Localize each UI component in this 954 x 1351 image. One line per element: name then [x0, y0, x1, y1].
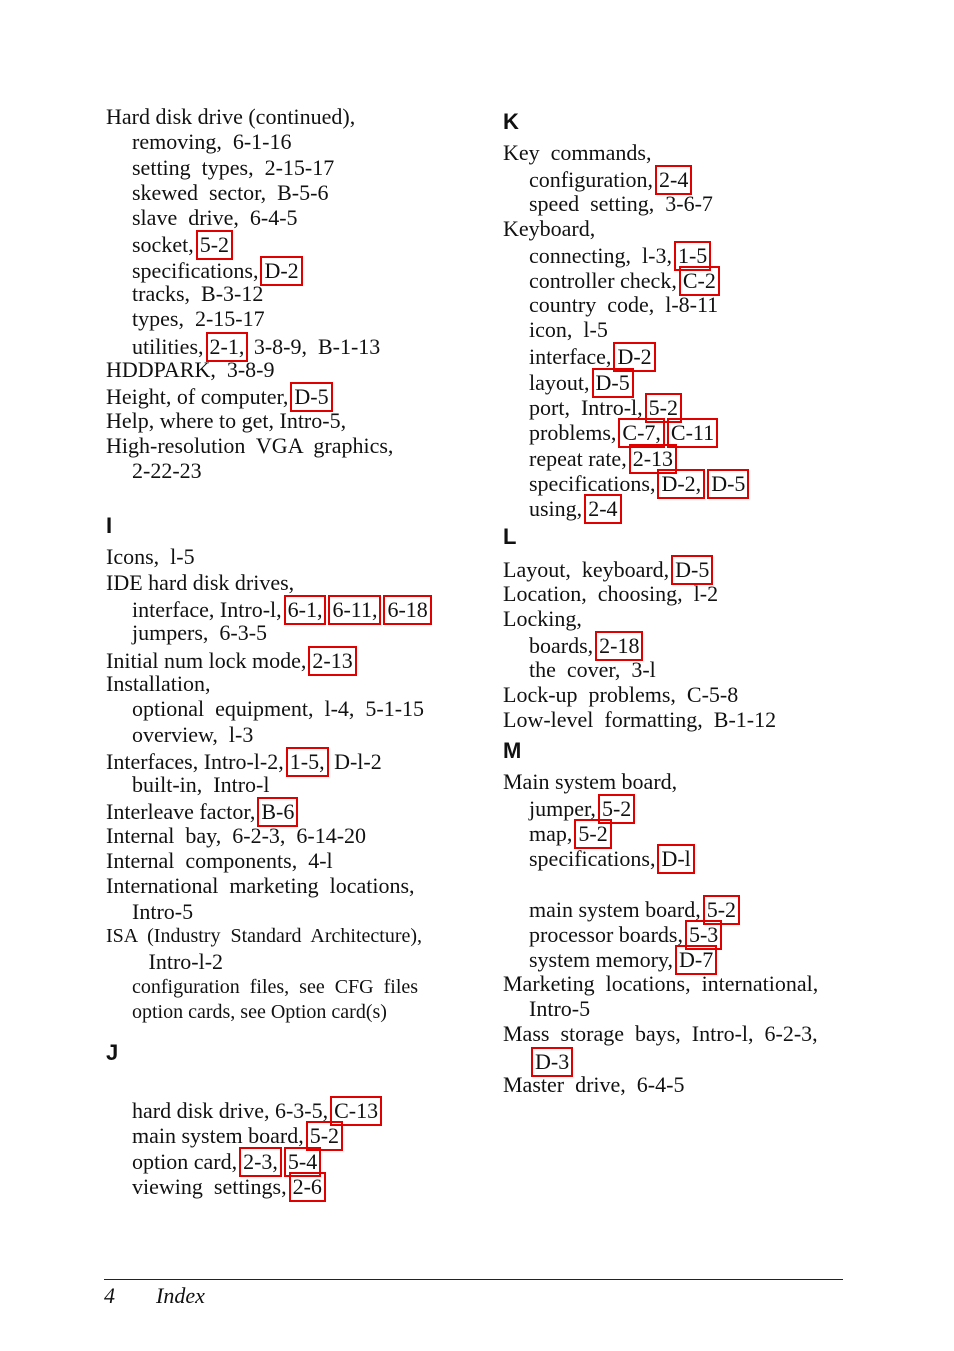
page-reference-link[interactable]: 5-2 — [574, 819, 611, 849]
index-subentry — [104, 155, 454, 180]
entry-text: overview, l-3 — [132, 721, 254, 747]
index-entry — [104, 433, 454, 458]
index-subentry — [501, 317, 851, 342]
entry-text: boards, — [529, 633, 594, 659]
entry-text: Intro-l-2 — [132, 949, 224, 975]
entry-text: configuration, — [529, 167, 654, 193]
index-subentry — [501, 418, 851, 446]
index-entry — [501, 707, 851, 732]
entry-text: built-in, Intro-l — [132, 772, 270, 798]
index-subentry — [104, 772, 454, 797]
page-reference-link[interactable]: 2-13 — [629, 444, 677, 474]
entry-text: configuration files, see CFG files — [132, 975, 419, 998]
page-reference-link[interactable]: 6-18 — [383, 595, 431, 625]
page-number: 4 — [104, 1283, 115, 1308]
section-letter-heading: M — [503, 737, 522, 763]
entry-text: Interfaces, Intro-l-2, — [106, 748, 284, 774]
entry-text: Layout, keyboard, — [503, 557, 670, 583]
entry-text: Help, where to get, Intro-5, — [106, 407, 347, 433]
index-subentry — [104, 722, 454, 747]
index-subentry — [501, 794, 851, 819]
entry-text: Initial num lock mode, — [106, 647, 307, 673]
entry-text: Icons, l-5 — [106, 544, 195, 570]
entry-text: Low-level formatting, B-1-12 — [503, 707, 777, 733]
entry-text: Mass storage bays, Intro-l, 6-2-3, — [503, 1021, 818, 1047]
index-entry — [501, 555, 851, 583]
index-subentry — [104, 949, 454, 974]
section-letter-heading: J — [106, 1040, 119, 1066]
spacer — [104, 1071, 454, 1096]
page-reference-link[interactable]: 5-4 — [284, 1147, 321, 1177]
entry-text: problems, — [529, 420, 617, 446]
entry-text: Height, of computer, — [106, 384, 289, 410]
index-entry — [104, 544, 454, 569]
entry-text: interface, Intro-l, — [132, 597, 282, 623]
entry-text: viewing settings, — [132, 1173, 287, 1199]
entry-text: Master drive, 6-4-5 — [503, 1071, 685, 1097]
index-subentry — [501, 393, 851, 418]
index-subentry — [104, 230, 454, 258]
index-subentry — [104, 180, 454, 205]
index-subentry — [501, 241, 851, 269]
spacer — [104, 1025, 454, 1035]
entry-text: Interleave factor, — [106, 799, 256, 825]
entry-text: country code, l-8-11 — [529, 291, 719, 317]
entry-text: slave drive, 6-4-5 — [132, 205, 298, 231]
page-reference-link[interactable]: D-5 — [592, 368, 634, 398]
entry-text: High-resolution VGA graphics, — [106, 432, 394, 458]
page-reference-link[interactable]: C-11 — [667, 418, 718, 448]
index-entry — [501, 1072, 851, 1097]
footer-rule — [104, 1279, 843, 1280]
entry-text: Lock-up problems, C-5-8 — [503, 681, 739, 707]
entry-text: Marketing locations, international, — [503, 970, 819, 996]
entry-text: map, — [529, 821, 573, 847]
page-reference-link[interactable]: C-7, — [618, 418, 665, 448]
entry-text: specifications, — [529, 470, 656, 496]
page-reference-link[interactable]: 1-5, — [286, 747, 329, 777]
entry-text: option cards, see Option card(s) — [132, 1000, 387, 1023]
index-subentry — [501, 895, 851, 920]
entry-text: jumper, — [529, 795, 596, 821]
entry-text: Intro-5 — [132, 898, 194, 924]
index-entry — [104, 848, 454, 873]
index-subentry — [501, 292, 851, 317]
index-subentry — [104, 975, 454, 1000]
entry-text: icon, l-5 — [529, 317, 608, 343]
index-subentry — [501, 342, 851, 370]
page-reference-link[interactable]: D-2 — [260, 256, 302, 286]
index-entry — [104, 382, 454, 410]
entry-text: port, Intro-l, — [529, 394, 643, 420]
page-reference-link[interactable]: 2-4 — [584, 494, 621, 524]
entry-text: skewed sector, B-5-6 — [132, 179, 329, 205]
page-reference-link[interactable]: D-7 — [675, 945, 717, 975]
index-subentry — [501, 368, 851, 393]
index-subentry — [104, 332, 454, 357]
index-subentry — [104, 1147, 454, 1172]
index-subentry — [104, 1000, 454, 1025]
entry-text: Hard disk drive (continued), — [106, 104, 356, 129]
entry-text: connecting, l-3, — [529, 243, 672, 269]
index-entry — [501, 581, 851, 606]
index-subentry — [104, 1172, 454, 1197]
index-subentry — [104, 1121, 454, 1149]
index-subentry — [501, 819, 851, 847]
section-letter-heading: I — [106, 513, 113, 539]
index-subentry — [104, 458, 454, 483]
entry-text: system memory, — [529, 947, 673, 973]
index-entry — [104, 570, 454, 595]
entry-text: 2-22-23 — [132, 458, 202, 484]
entry-text: option card, — [132, 1148, 238, 1174]
index-subentry — [501, 266, 851, 294]
page-reference-link[interactable]: 2-6 — [289, 1172, 326, 1202]
entry-text: Main system board, — [503, 768, 678, 794]
index-subentry — [501, 191, 851, 216]
page-reference-link[interactable]: 2-18 — [595, 631, 643, 661]
index-entry — [104, 408, 454, 433]
entry-text: tracks, B-3-12 — [132, 281, 264, 307]
index-subentry — [501, 1047, 851, 1072]
entry-text-tail: 3-8-9, B-1-13 — [248, 333, 381, 359]
page-reference-link[interactable]: D-2 — [613, 342, 655, 372]
entry-text: the cover, 3-l — [529, 656, 656, 682]
entry-text: International marketing locations, — [106, 873, 415, 899]
entry-text: repeat rate, — [529, 445, 627, 471]
page-footer — [104, 1283, 205, 1309]
entry-text: Internal components, 4-l — [106, 848, 333, 874]
index-entry — [501, 1021, 851, 1046]
index-entry — [501, 769, 851, 794]
entry-text: Keyboard, — [503, 215, 596, 241]
spacer — [104, 483, 454, 508]
entry-text: main system board, — [529, 896, 701, 922]
page-reference-link[interactable]: 6-1, — [284, 595, 327, 625]
index-entry — [501, 140, 851, 165]
index-entry — [104, 747, 454, 772]
index-subentry — [501, 631, 851, 659]
index-entry — [501, 682, 851, 707]
footer-title: Index — [156, 1283, 205, 1308]
page-reference-link[interactable]: 2-1, — [206, 332, 249, 362]
page-reference-link[interactable]: B-6 — [257, 797, 298, 827]
page-reference-link[interactable]: C-13 — [330, 1096, 382, 1126]
entry-text: specifications, — [529, 846, 656, 872]
entry-text: utilities, — [132, 333, 204, 359]
page-reference-link[interactable]: 5-2 — [703, 895, 740, 925]
index-entry — [104, 104, 454, 129]
entry-text: setting types, 2-15-17 — [132, 154, 335, 180]
index-subentry — [104, 696, 454, 721]
entry-text: Intro-5 — [529, 995, 591, 1021]
page-reference-link[interactable]: 5-2 — [645, 393, 682, 423]
entry-text: optional equipment, l-4, 5-1-15 — [132, 696, 425, 722]
entry-text: controller check, — [529, 268, 677, 294]
page-reference-link[interactable]: D-l — [657, 844, 694, 874]
page-reference-link[interactable]: D-5 — [671, 555, 713, 585]
section-letter-heading: L — [503, 524, 517, 550]
section-letter-heading: K — [503, 109, 519, 134]
index-column-right — [501, 104, 851, 1097]
index-subentry — [501, 444, 851, 469]
entry-text: using, — [529, 496, 583, 522]
page-reference-link[interactable]: D-2, — [657, 469, 705, 499]
index-subentry — [501, 469, 851, 494]
entry-text: socket, — [132, 232, 194, 258]
entry-text: speed setting, 3-6-7 — [529, 190, 713, 216]
entry-text: HDDPARK, 3-8-9 — [106, 356, 275, 382]
page-reference-link[interactable]: 6-11, — [328, 595, 381, 625]
entry-text: jumpers, 6-3-5 — [132, 620, 268, 646]
entry-text: interface, — [529, 344, 612, 370]
index-subentry — [104, 205, 454, 230]
index-entry — [104, 797, 454, 825]
index-entry — [104, 671, 454, 696]
index-entry — [104, 646, 454, 671]
index-subentry — [104, 256, 454, 281]
index-entry — [104, 823, 454, 848]
index-subentry — [104, 899, 454, 924]
page-reference-link[interactable]: D-5 — [290, 382, 332, 412]
entry-text: layout, — [529, 369, 590, 395]
page-reference-link[interactable]: D-5 — [707, 469, 749, 499]
entry-text: types, 2-15-17 — [132, 306, 265, 332]
index-subentry — [501, 657, 851, 682]
page-reference-link[interactable]: 5-2 — [196, 230, 233, 260]
entry-text: removing, 6-1-16 — [132, 129, 292, 155]
entry-text: Installation, — [106, 670, 211, 696]
entry-text: IDE hard disk drives, — [106, 569, 295, 595]
index-subentry — [104, 1096, 454, 1124]
entry-text: Internal bay, 6-2-3, 6-14-20 — [106, 822, 367, 848]
index-entry — [104, 873, 454, 898]
index-subentry — [104, 595, 454, 623]
page-reference-link[interactable]: 2-4 — [655, 165, 692, 195]
entry-text: Locking, — [503, 606, 582, 632]
page-reference-link[interactable]: D-3 — [531, 1047, 573, 1077]
index-entry — [104, 924, 454, 949]
index-column-left — [104, 104, 454, 1197]
index-subentry — [501, 844, 851, 872]
index-subentry — [501, 945, 851, 973]
index-entry — [501, 216, 851, 241]
index-subentry — [104, 129, 454, 154]
entry-text: main system board, — [132, 1123, 304, 1149]
index-subentry — [501, 920, 851, 948]
entry-text-tail: D-l-2 — [328, 748, 382, 774]
entry-text: ISA (Industry Standard Architecture), — [106, 924, 423, 947]
page-reference-link[interactable]: C-2 — [679, 266, 720, 296]
entry-text: processor boards, — [529, 922, 683, 948]
entry-text: Location, choosing, l-2 — [503, 580, 719, 606]
index-entry — [104, 357, 454, 382]
page-reference-link[interactable]: 2-13 — [308, 646, 356, 676]
index-entry — [501, 606, 851, 631]
page-reference-link[interactable]: 5-3 — [685, 920, 722, 950]
page-reference-link[interactable]: 1-5 — [674, 241, 711, 271]
index-subentry — [104, 306, 454, 331]
index-entry — [501, 971, 851, 996]
entry-text: hard disk drive, 6-3-5, — [132, 1098, 329, 1124]
page-reference-link[interactable]: 2-3, — [239, 1147, 282, 1177]
entry-text: Key commands, — [503, 140, 652, 165]
page-reference-link[interactable]: 5-2 — [598, 794, 635, 824]
page-reference-link[interactable]: 5-2 — [306, 1121, 343, 1151]
entry-text: specifications, — [132, 257, 259, 283]
index-subentry — [501, 996, 851, 1021]
index-subentry — [501, 165, 851, 193]
